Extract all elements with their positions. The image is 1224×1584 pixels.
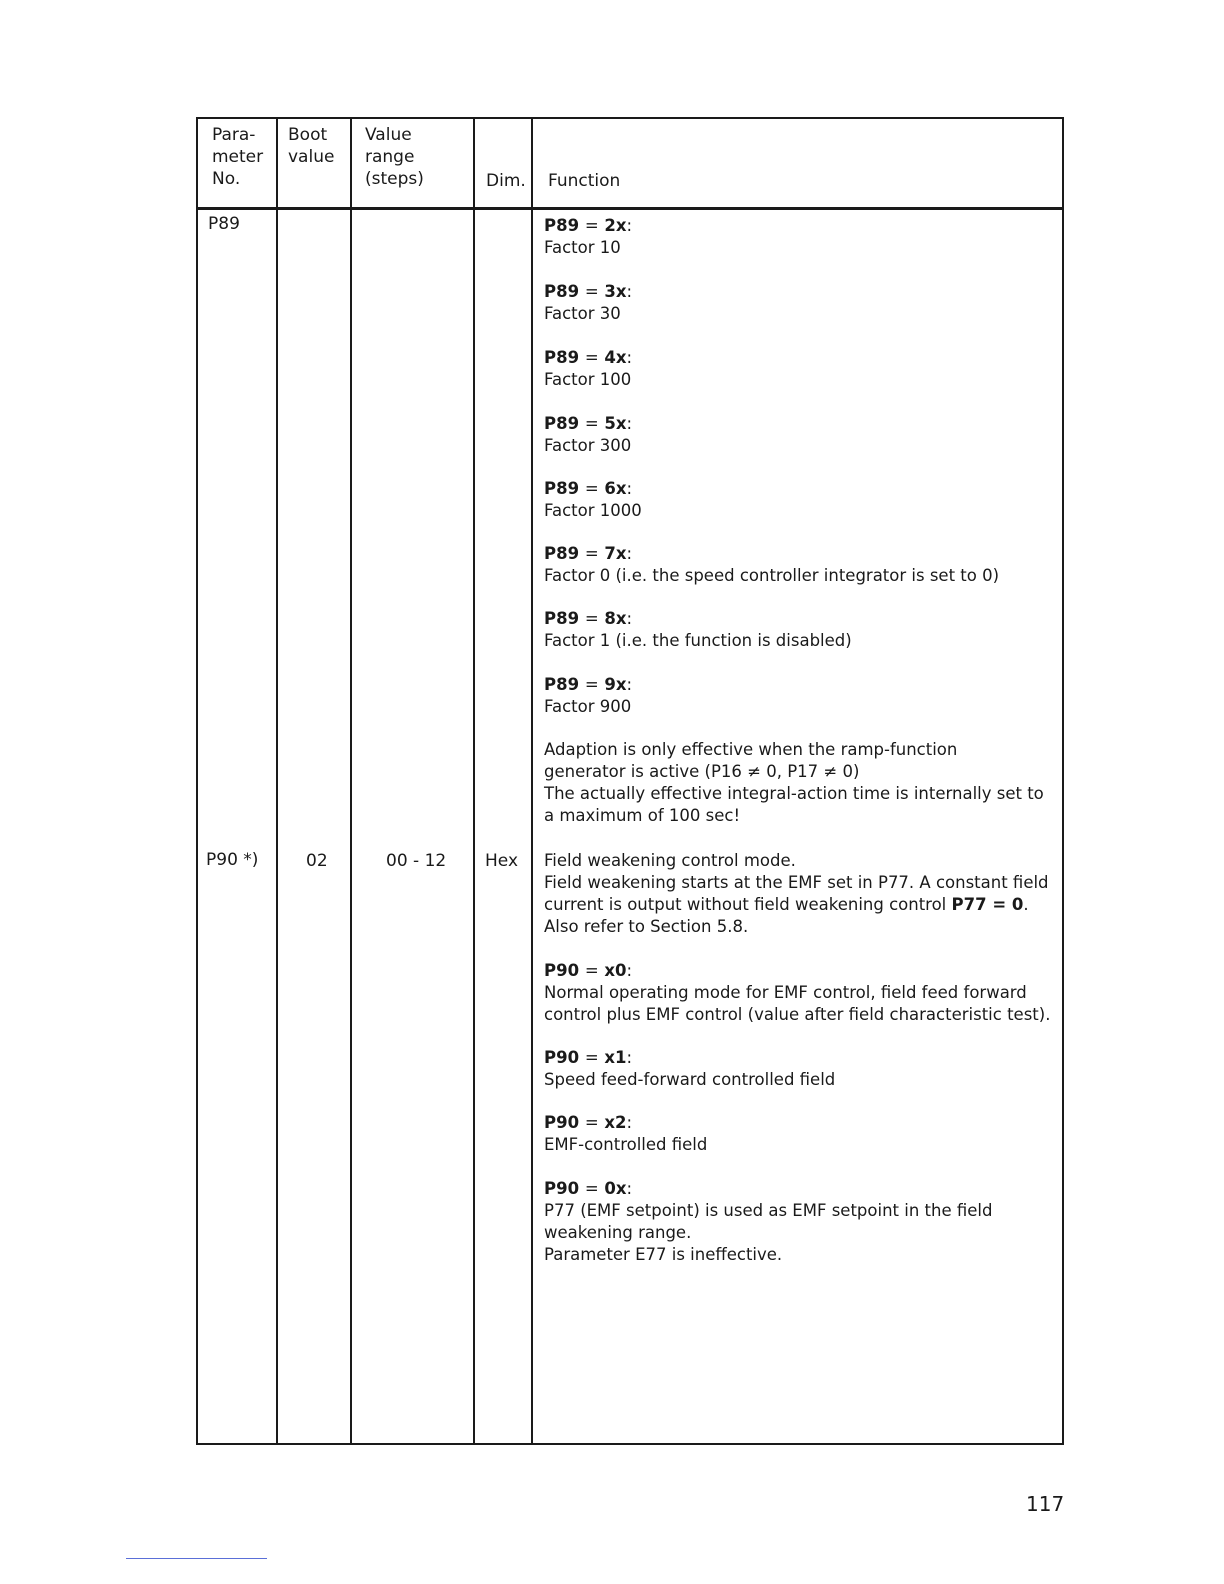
- p89-item: P89 = 4x: Factor 100: [544, 348, 633, 389]
- header-dim: Dim.: [486, 171, 526, 191]
- param-p90: P90 *): [206, 850, 259, 870]
- header-boot: Boot value: [288, 125, 335, 167]
- p90-item: P90 = x2: EMF-controlled field: [544, 1113, 708, 1154]
- header-function: Function: [548, 171, 621, 191]
- header-range: Value range (steps): [365, 125, 424, 189]
- p89-item: P89 = 9x: Factor 900: [544, 675, 633, 716]
- p90-item: P90 = x1: Speed feed-forward controlled field: [544, 1048, 836, 1089]
- p89-item: P89 = 8x: Factor 1 (i.e. the function is disabled): [544, 609, 852, 650]
- p89-item: P89 = 7x: Factor 0 (i.e. the speed controller integrator is set to 0): [544, 544, 1000, 585]
- p90-item: P90 = 0x: P77 (EMF setpoint) is used as EMF setpoint in the field weakening range. Parameter E77 is ineffective.: [544, 1179, 993, 1264]
- parameter-table: [196, 117, 1064, 1445]
- column-divider: [473, 119, 475, 1443]
- header-param: Para- meter No.: [212, 125, 264, 189]
- column-divider: [531, 119, 533, 1443]
- page-number: 117: [1026, 1492, 1065, 1516]
- p89-note: Adaption is only effective when the ramp-function generator is active (P16 ≠ 0, P17 ≠ 0) The actually effective integral-action time is internally set to a maximum of 100 sec!: [544, 740, 1044, 825]
- boot-value-p90: 02: [306, 851, 328, 871]
- footer-rule: [126, 1558, 267, 1559]
- param-p89: P89: [208, 214, 240, 234]
- column-divider: [276, 119, 278, 1443]
- column-divider: [350, 119, 352, 1443]
- header-divider: [198, 207, 1062, 210]
- p90-intro: Field weakening control mode. Field weakening starts at the EMF set in P77. A constant field current is output without field weakening control P77 = 0. Also refer to Section 5.8.: [544, 851, 1049, 936]
- value-range-p90: 00 - 12: [386, 851, 447, 871]
- p90-item: P90 = x0: Normal operating mode for EMF control, field feed forward control plus EMF control (value after field characteristic test).: [544, 961, 1051, 1024]
- p89-item: P89 = 6x: Factor 1000: [544, 479, 642, 520]
- dim-p90: Hex: [485, 851, 519, 871]
- p89-item: P89 = 5x: Factor 300: [544, 414, 633, 455]
- p89-item: P89 = 2x: Factor 10: [544, 216, 633, 257]
- p89-item: P89 = 3x: Factor 30: [544, 282, 633, 323]
